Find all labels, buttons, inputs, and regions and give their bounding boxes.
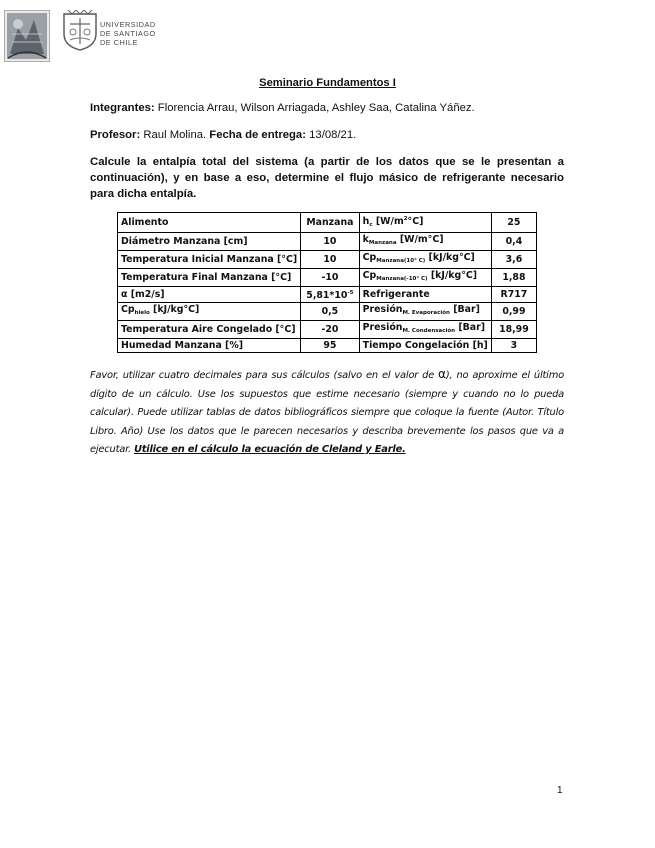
- table-row: [118, 339, 537, 353]
- university-line-1: UNIVERSIDAD: [100, 20, 156, 29]
- row-value: 0,5: [301, 303, 360, 321]
- property-unit: [kJ/kg°C]: [425, 252, 475, 263]
- note-part-1: Favor, utilizar cuatro decimales para sus cálculos (salvo en el valor de: [90, 370, 439, 381]
- profesor-line: [90, 129, 356, 141]
- property-value: 1,88: [491, 269, 536, 287]
- property-value: 18,99: [491, 321, 536, 339]
- row-value: [301, 287, 360, 303]
- row-value: Manzana: [301, 213, 360, 233]
- integrantes-value: Florencia Arrau, Wilson Arriagada, Ashley Saa, Catalina Yáñez.: [154, 102, 475, 114]
- property-main: Presión: [362, 304, 403, 315]
- property-main: h: [362, 216, 370, 227]
- document-title: Seminario Fundamentos I: [259, 77, 396, 89]
- fecha-label: Fecha de entrega:: [209, 129, 306, 141]
- integrantes-label: Integrantes:: [90, 102, 155, 114]
- integrantes-line: [90, 102, 475, 114]
- usach-shield-logo: [62, 10, 98, 52]
- label-main: Cp: [121, 304, 135, 315]
- property-unit: [kJ/kg°C]: [427, 270, 478, 281]
- row-label: Temperatura Inicial Manzana [°C]: [118, 251, 301, 269]
- table-row: [118, 233, 537, 251]
- row-value: 10: [301, 251, 360, 269]
- row-property: [359, 339, 491, 353]
- page-number: 1: [557, 785, 563, 796]
- property-subscript: Manzana(-10° C): [376, 276, 428, 282]
- data-table: [117, 212, 537, 353]
- property-main: Refrigerante: [362, 289, 430, 300]
- property-unit: [W/m: [372, 216, 404, 227]
- row-value: -20: [301, 321, 360, 339]
- row-value: 10: [301, 233, 360, 251]
- row-label: Temperatura Final Manzana [°C]: [118, 269, 301, 287]
- table-row: [118, 321, 537, 339]
- note-emphasis: Utilice en el cálculo la ecuación de Cleland y Earle.: [133, 444, 406, 455]
- property-value: 0,99: [491, 303, 536, 321]
- property-unit: [Bar]: [455, 322, 485, 333]
- property-main: Cp: [362, 270, 377, 281]
- property-unit: [W/m°C]: [396, 234, 444, 245]
- value-main: 5,81*10: [306, 290, 348, 301]
- property-value: 3: [491, 339, 536, 353]
- property-main: k: [362, 234, 369, 245]
- profesor-label: Profesor:: [90, 129, 141, 141]
- property-main: Cp: [362, 252, 377, 263]
- row-property: [359, 269, 491, 287]
- row-property: [359, 321, 491, 339]
- property-value: 0,4: [491, 233, 536, 251]
- row-property: [359, 213, 491, 233]
- table-row: [118, 251, 537, 269]
- property-subscript: Manzana: [368, 240, 397, 246]
- table-row: [118, 287, 537, 303]
- university-line-2: DE SANTIAGO: [100, 29, 156, 38]
- row-label: α [m2/s]: [118, 287, 301, 303]
- property-subscript: M. Evaporación: [402, 310, 450, 316]
- property-subscript: c: [369, 222, 373, 228]
- row-label: [118, 303, 301, 321]
- university-name: [100, 20, 156, 47]
- fecha-value: 13/08/21.: [305, 129, 357, 141]
- profesor-value: Raul Molina.: [140, 129, 210, 141]
- value-exponent: -5: [347, 290, 354, 296]
- property-value: R717: [491, 287, 536, 303]
- property-main: Presión: [362, 322, 403, 333]
- note-part-2: ), no aproxime el último dígito de un cálculo. Use los supuestos que estime necesario (siempre y cuando no lo pueda calcular). Puede utilizar tablas de datos bibliográficos siempre que coloque la fuente (Autor. Título Libro. Año) Use los datos que le parecen necesarios y describa brevemente los pasos que va a ejecutar.: [90, 370, 564, 455]
- table-row: [118, 303, 537, 321]
- table-row: [118, 213, 537, 233]
- note-alpha-symbol: α: [438, 367, 446, 381]
- question-text: Calcule la entalpía total del sistema (a partir de los datos que se le presentan a continuación), y en base a eso, determine el flujo másico de refrigerante necesario para dicha entalpía.: [90, 156, 564, 200]
- property-main: Tiempo Congelación [h]: [362, 340, 488, 352]
- table-row: [118, 269, 537, 287]
- property-unit: [Bar]: [449, 304, 480, 315]
- property-subscript: M. Condensación: [402, 328, 456, 334]
- faculty-seal-logo: [4, 10, 50, 62]
- row-property: [359, 233, 491, 251]
- label-subscript: hielo: [134, 310, 150, 316]
- instructions-note: [90, 365, 564, 460]
- row-value: -10: [301, 269, 360, 287]
- row-label: Temperatura Aire Congelado [°C]: [118, 321, 301, 339]
- university-line-3: DE CHILE: [100, 38, 138, 47]
- property-exponent: 2: [403, 216, 408, 222]
- label-unit: [kJ/kg°C]: [149, 304, 200, 315]
- row-property: [359, 287, 491, 303]
- row-label: Alimento: [118, 213, 301, 233]
- property-value: 25: [491, 213, 536, 233]
- row-property: [359, 303, 491, 321]
- row-value: 95: [301, 339, 360, 353]
- row-property: [359, 251, 491, 269]
- row-label: Humedad Manzana [%]: [118, 339, 301, 353]
- row-label: Diámetro Manzana [cm]: [118, 233, 301, 251]
- property-subscript: Manzana(10° C): [376, 258, 426, 264]
- property-value: 3,6: [491, 251, 536, 269]
- property-unit-tail: °C]: [407, 216, 424, 227]
